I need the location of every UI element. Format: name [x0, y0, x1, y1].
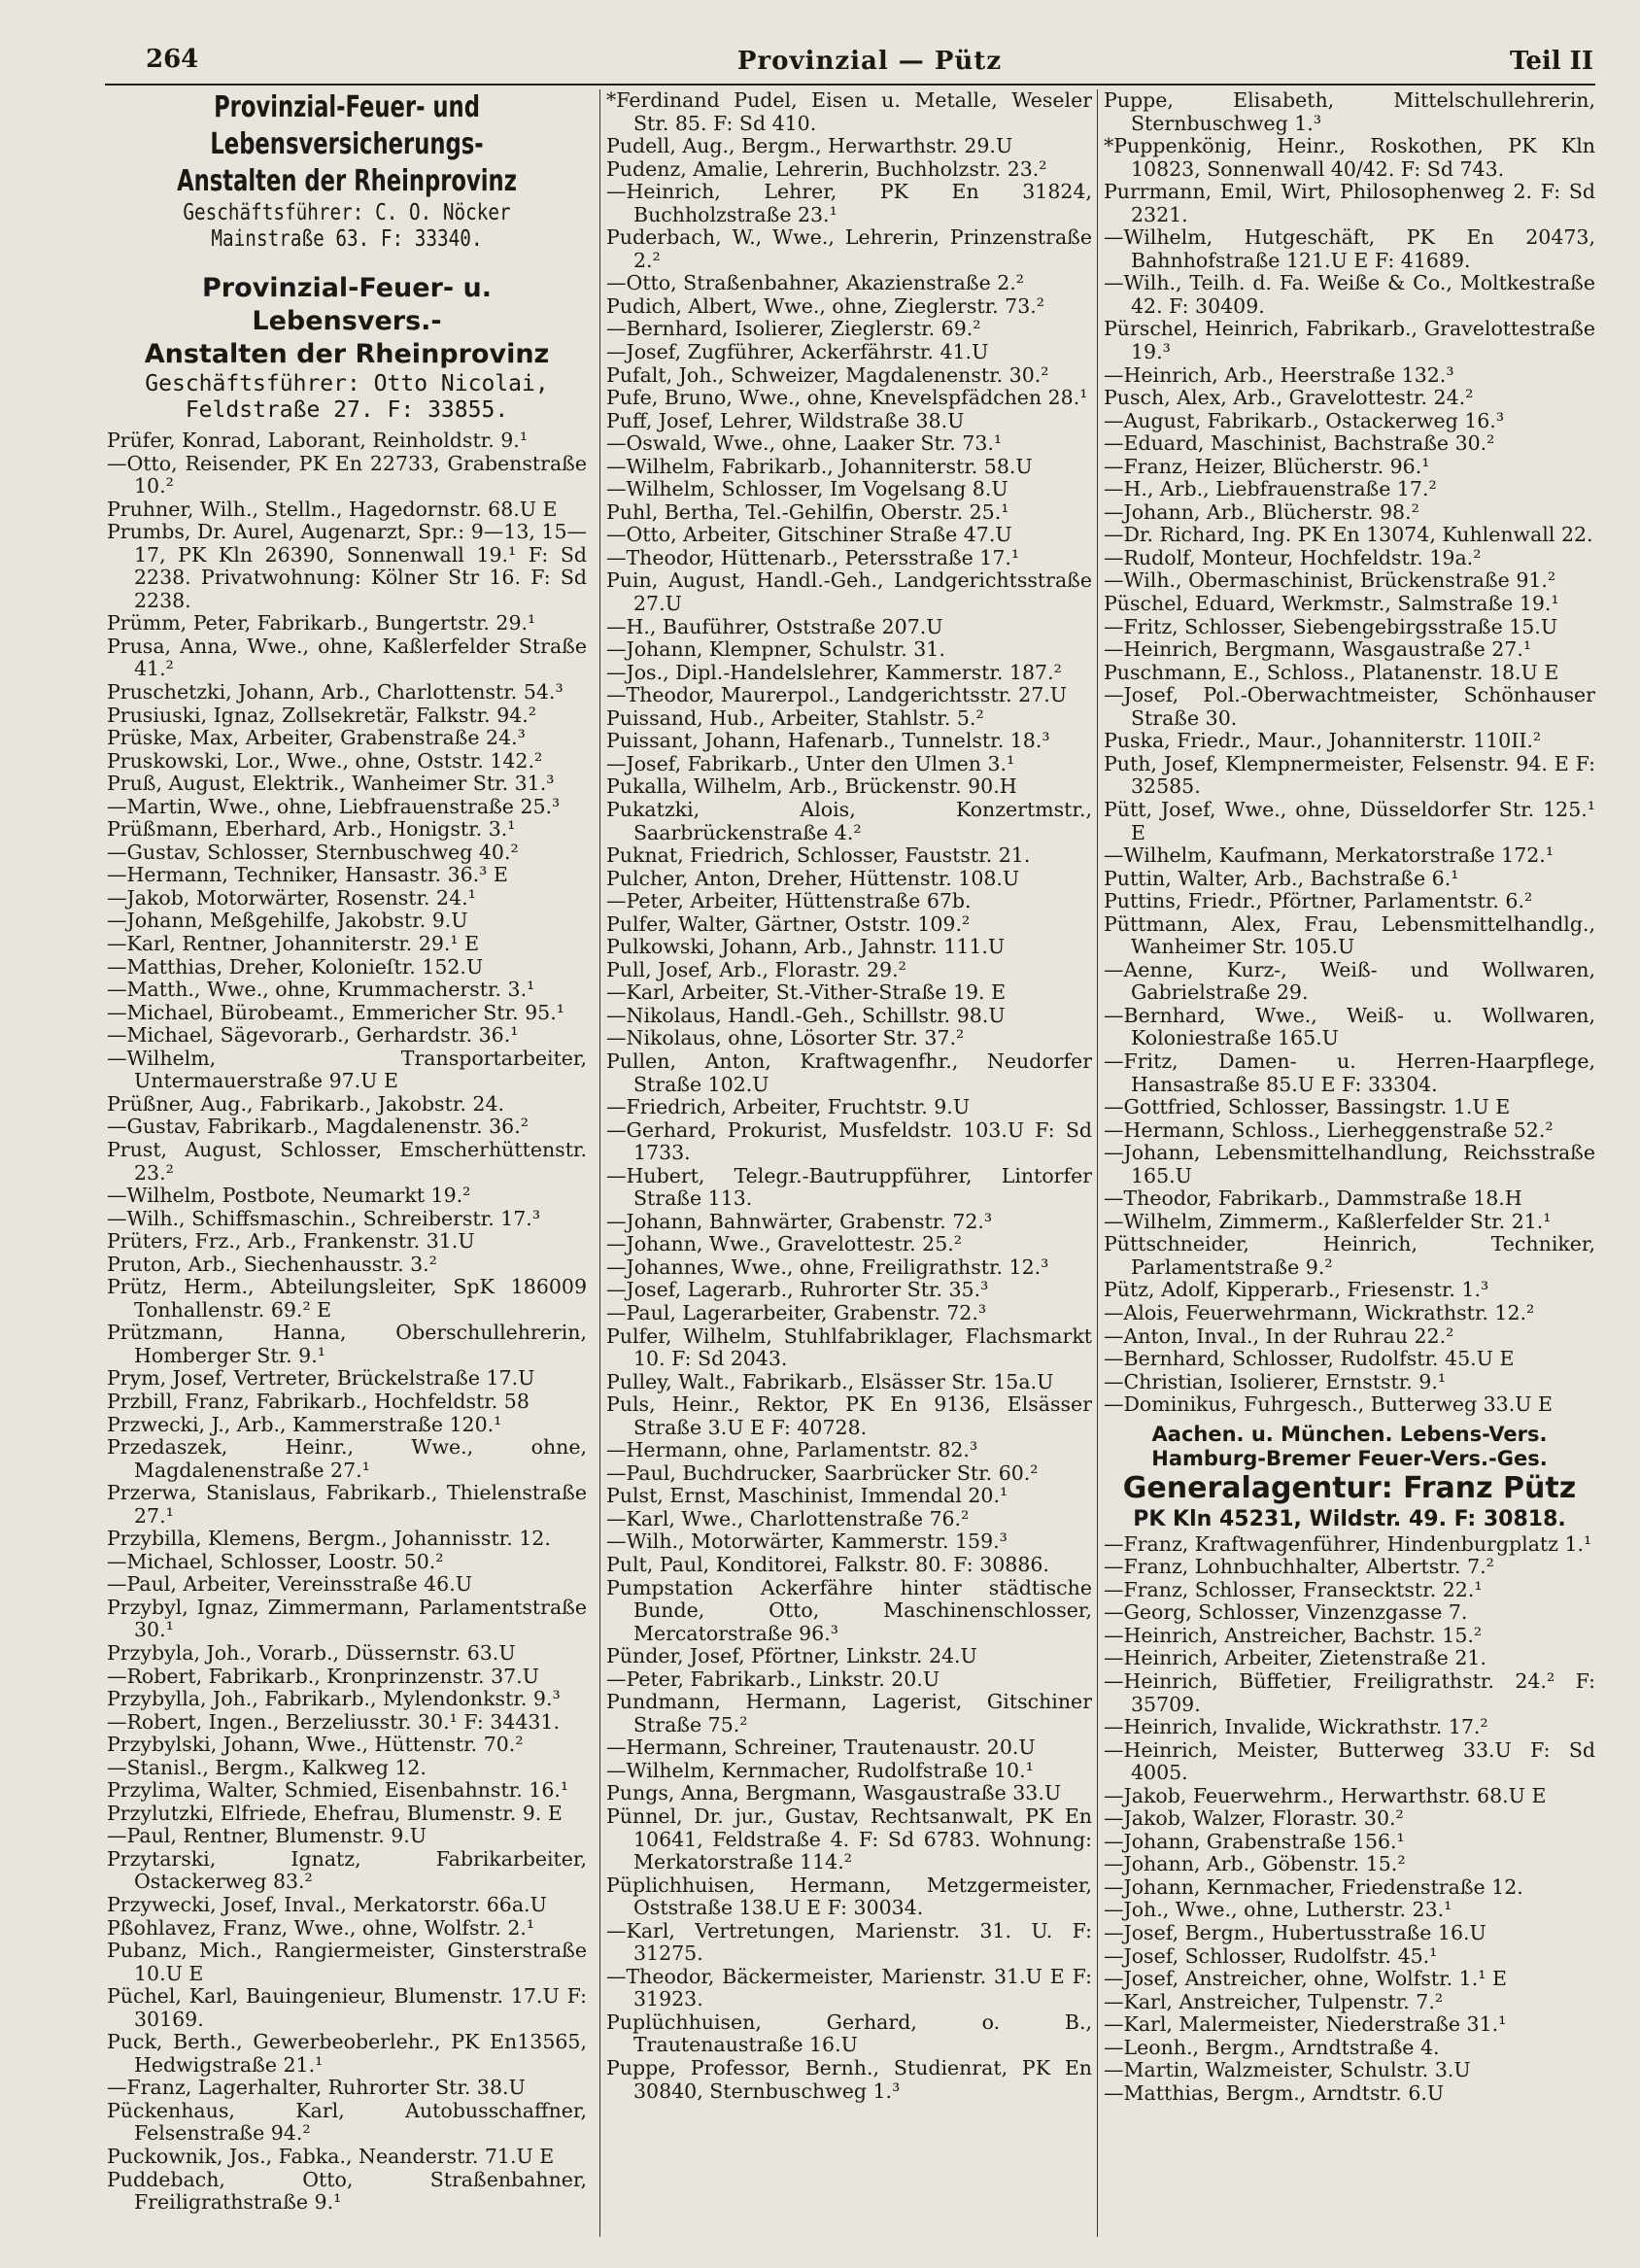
directory-entry: —Jakob, Walzer, Florastr. 30.²	[1104, 1806, 1404, 1831]
directory-entry: Pungs, Anna, Bergmann, Wasgaustraße 33.U	[606, 1781, 1062, 1805]
directory-entry: Przerwa, Stanislaus, Fabrikarb., Thielenstraße 27.¹	[107, 1481, 587, 1528]
directory-entry: Przylima, Walter, Schmied, Eisenbahnstr. 16.¹	[107, 1778, 569, 1803]
directory-entry: —Rudolf, Monteur, Hochfeldstr. 19a.²	[1104, 545, 1482, 569]
directory-entry: Pufe, Bruno, Wwe., ohne, Knevelspfädchen 28.¹	[606, 386, 1088, 410]
running-title: Provinzial — Pütz	[736, 47, 1003, 76]
directory-entry: —Wilhelm, Zimmerm., Kaßlerfelder Str. 21.¹	[1104, 1209, 1552, 1233]
directory-entry: Puska, Friedr., Maur., Johanniterstr. 110II.²	[1104, 729, 1542, 753]
directory-entry: —Hermann, ohne, Parlamentstr. 82.³	[606, 1438, 978, 1462]
directory-entry: Prumbs, Dr. Aurel, Augenarzt, Spr.: 9—13, 15—17, PK Kln 26390, Sonnenwall 19.¹ F: Sd 2238. Privatwohnung: Kölner Str 16. F: Sd 2238.	[107, 520, 587, 612]
directory-entry: —Matth., Wwe., ohne, Krummacherstr. 3.¹	[107, 978, 535, 1002]
directory-entry: Przedaszek, Heinr., Wwe., ohne, Magdalenenstraße 27.¹	[107, 1435, 587, 1482]
directory-entry: Przybyl, Ignaz, Zimmermann, Parlamentstraße 30.¹	[107, 1595, 587, 1642]
directory-entry: —Franz, Schlosser, Fransecktstr. 22.¹	[1104, 1577, 1483, 1601]
entry-list	[107, 430, 587, 2215]
directory-entry: —Johann, Bahnwärter, Grabenstr. 72.³	[606, 1209, 993, 1233]
directory-entry: —Josef, Pol.-Oberwachtmeister, Schönhauser Straße 30.	[1104, 683, 1595, 730]
column-divider	[599, 89, 600, 2237]
insurance-ad-1: Provinzial-Feuer- und Lebensversicherungs- Anstalten der Rheinprovinz Geschäftsführer: C. O. Nöcker Mainstraße 63. F: 33340.	[177, 90, 517, 252]
directory-entry: Puth, Josef, Klempnermeister, Felsenstr. 94. E F: 32585.	[1104, 751, 1595, 799]
directory-entry: —Friedrich, Arbeiter, Fruchtstr. 9.U	[606, 1095, 971, 1119]
directory-entry: —Aenne, Kurz-, Weiß- und Wollwaren, Gabrielstraße 29.	[1104, 957, 1595, 1005]
column-2	[606, 89, 1092, 2256]
directory-entry: —Josef, Bergm., Hubertusstraße 16.U	[1104, 1921, 1486, 1945]
page-number: 264	[146, 45, 199, 74]
directory-entry: Pulley, Walt., Fabrikarb., Elsässer Str. 15a.U	[606, 1369, 1054, 1393]
directory-entry: Przytarski, Ignatz, Fabrikarbeiter, Ostackerweg 83.²	[107, 1846, 587, 1894]
directory-entry: Przybilla, Klemens, Bergm., Johannisstr. 12.	[107, 1527, 551, 1551]
directory-entry: —Theodor, Maurerpol., Landgerichtsstr. 27.U	[606, 683, 1068, 707]
directory-entry: —Peter, Fabrikarb., Linkstr. 20.U	[606, 1667, 940, 1691]
directory-entry: —Johann, Arb., Blücherstr. 98.²	[1104, 499, 1419, 524]
directory-entry: —Johann, Arb., Göbenstr. 15.²	[1104, 1852, 1406, 1876]
directory-entry: —Martin, Wwe., ohne, Liebfrauenstraße 25.³	[107, 794, 561, 818]
directory-entry: Puttins, Friedr., Pförtner, Parlamentstr. 6.²	[1104, 889, 1533, 913]
directory-entry: Puschmann, E., Schloss., Platanenstr. 18.U E	[1104, 660, 1559, 684]
directory-entry: Przwecki, J., Arb., Kammerstraße 120.¹	[107, 1412, 502, 1436]
directory-entry: —Gustav, Schlosser, Sternbuschweg 40.²	[107, 840, 519, 864]
directory-entry: —H., Bauführer, Oststraße 207.U	[606, 614, 943, 638]
directory-entry: —Hermann, Techniker, Hansastr. 36.³ E	[107, 863, 508, 887]
directory-entry: —Fritz, Damen- u. Herren-Haarpflege, Hansastraße 85.U E F: 33304.	[1104, 1048, 1595, 1096]
directory-entry: —Paul, Rentner, Blumenstr. 9.U	[107, 1824, 427, 1848]
directory-entry: —Karl, Malermeister, Niederstraße 31.¹	[1104, 2012, 1507, 2037]
directory-entry: *Puppenkönig, Heinr., Roskothen, PK Kln 10823, Sonnenwall 40/42. F: Sd 743.	[1104, 134, 1595, 181]
directory-entry: Prüters, Frz., Arb., Frankenstr. 31.U	[107, 1229, 475, 1254]
directory-entry: —Stanisl., Bergm., Kalkweg 12.	[107, 1755, 427, 1779]
directory-entry: —Bernhard, Wwe., Weiß- u. Wollwaren, Koloniestraße 165.U	[1104, 1003, 1595, 1050]
directory-entry: —Matthias, Dreher, Kolonieſtr. 152.U	[107, 954, 484, 979]
directory-entry: Puls, Heinr., Rektor, PK En 9136, Elsässer Straße 3.U E F: 40728.	[606, 1392, 1092, 1439]
directory-entry: —Fritz, Schlosser, Siebengebirgsstraße 15.U	[1104, 614, 1558, 638]
directory-entry: —Paul, Buchdrucker, Saarbrücker Str. 60.²	[606, 1460, 1039, 1485]
entry-list	[606, 89, 1092, 2103]
directory-entry: Prüßmann, Eberhard, Arb., Honigstr. 3.¹	[107, 817, 516, 842]
directory-entry: Puplüchhuisen, Gerhard, o. B., Trautenaustraße 16.U	[606, 2010, 1092, 2057]
directory-entry: Püttmann, Alex, Frau, Lebensmittelhandlg., Wanheimer Str. 105.U	[1104, 911, 1595, 959]
directory-entry: Püplichhuisen, Hermann, Metzgermeister, Oststraße 138.U E F: 30034.	[606, 1873, 1092, 1920]
directory-entry: Pruß, August, Elektrik., Wanheimer Str. 31.³	[107, 772, 555, 796]
directory-entry: —Michael, Bürobeamt., Emmericher Str. 95.¹	[107, 1000, 564, 1024]
directory-entry: Przybylski, Johann, Wwe., Hüttenstr. 70.²	[107, 1733, 524, 1757]
directory-entry: —Georg, Schlosser, Vinzenzgasse 7.	[1104, 1600, 1468, 1625]
directory-entry: Pulfer, Wilhelm, Stuhlfabriklager, Flachsmarkt 10. F: Sd 2043.	[606, 1323, 1092, 1371]
directory-entry: —Jakob, Motorwärter, Rosenstr. 24.¹	[107, 885, 476, 910]
directory-entry: Puissand, Hub., Arbeiter, Stahlstr. 5.²	[606, 705, 984, 730]
directory-entry: —Martin, Walzmeister, Schulstr. 3.U	[1104, 2058, 1471, 2082]
directory-entry: —Wilh., Motorwärter, Kammerstr. 159.³	[606, 1529, 1008, 1554]
directory-entry: Prüske, Max, Arbeiter, Grabenstraße 24.³	[107, 726, 526, 750]
directory-entry: —Josef, Zugführer, Ackerfährstr. 41.U	[606, 340, 989, 364]
directory-entry: —Heinrich, Arbeiter, Zietenstraße 21.	[1104, 1646, 1486, 1670]
directory-entry: —Heinrich, Invalide, Wickrathstr. 17.²	[1104, 1715, 1488, 1739]
directory-entry: —Eduard, Maschinist, Bachstraße 30.²	[1104, 431, 1495, 456]
directory-entry: Pruton, Arb., Siechenhausstr. 3.²	[107, 1252, 437, 1276]
directory-entry: —Heinrich, Anstreicher, Bachstr. 15.²	[1104, 1623, 1483, 1647]
directory-entry: Pünder, Josef, Pförtner, Linkstr. 24.U	[606, 1644, 977, 1668]
directory-entry: Pßohlavez, Franz, Wwe., ohne, Wolfstr. 2.¹	[107, 1915, 535, 1940]
directory-entry: —Wilh., Teilh. d. Fa. Weiße & Co., Moltkestraße 42. F: 30409.	[1104, 271, 1595, 318]
directory-entry: Pruschetzki, Johann, Arb., Charlottenstr. 54.³	[107, 680, 564, 704]
entry-list	[1104, 1533, 1595, 2106]
directory-entry: —Gottfried, Schlosser, Bassingstr. 1.U E	[1104, 1095, 1511, 1119]
directory-entry: —Wilh., Obermaschinist, Brückenstraße 91.²	[1104, 568, 1556, 593]
directory-entry: Pullen, Anton, Kraftwagenfhr., Neudorfer Straße 102.U	[606, 1048, 1092, 1096]
directory-entry: Puckownik, Jos., Fabka., Neanderstr. 71.U E	[107, 2145, 555, 2169]
directory-entry: Przbill, Franz, Fabrikarb., Hochfeldstr. 58	[107, 1389, 530, 1413]
directory-entry: —Franz, Lohnbuchhalter, Albertstr. 7.²	[1104, 1555, 1494, 1579]
directory-entry: Pürschel, Heinrich, Fabrikarb., Gravelottestraße 19.³	[1104, 317, 1595, 364]
directory-entry: —Leonh., Bergm., Arndtstraße 4.	[1104, 2035, 1440, 2059]
directory-entry: Purrmann, Emil, Wirt, Philosophenweg 2. F: Sd 2321.	[1104, 180, 1595, 226]
directory-entry: —Johann, Wwe., Gravelottestr. 25.²	[606, 1232, 962, 1256]
directory-entry: —Wilh., Schiffsmaschin., Schreiberstr. 17.³	[107, 1206, 541, 1230]
directory-entry: —Anton, Inval., In der Ruhrau 22.²	[1104, 1323, 1454, 1348]
directory-entry: —Heinrich, Bergmann, Wasgaustraße 27.¹	[1104, 637, 1532, 662]
directory-entry: —Otto, Reisender, PK En 22733, Grabenstraße 10.²	[107, 451, 587, 498]
directory-entry: —Jos., Dipl.-Handelslehrer, Kammerstr. 187.²	[606, 660, 1062, 684]
header-rule	[105, 84, 1595, 86]
directory-entry: Pünnel, Dr. jur., Gustav, Rechtsanwalt, PK En 10641, Feldstraße 4. F: Sd 6783. Wohnung: Merkatorstraße 114.²	[606, 1804, 1092, 1874]
directory-entry: —Wilhelm, Kernmacher, Rudolfstraße 10.¹	[606, 1758, 1034, 1782]
directory-entry: —Wilhelm, Postbote, Neumarkt 19.²	[107, 1184, 471, 1208]
directory-entry: Pult, Paul, Konditorei, Falkstr. 80. F: 30886.	[606, 1553, 1049, 1576]
column-divider	[1097, 89, 1098, 2237]
directory-entry: Puppe, Professor, Bernh., Studienrat, PK En 30840, Sternbuschweg 1.³	[606, 2056, 1092, 2103]
directory-entry: —Wilhelm, Transportarbeiter, Untermauerstraße 97.U E	[107, 1046, 587, 1093]
directory-entry: —Oswald, Wwe., ohne, Laaker Str. 73.¹	[606, 431, 1003, 456]
directory-entry: Prusiuski, Ignaz, Zollsekretär, Falkstr. 94.²	[107, 703, 537, 727]
directory-entry: Prütz, Herm., Abteilungsleiter, SpK 186009 Tonhallenstr. 69.² E	[107, 1275, 587, 1322]
page-header	[146, 43, 1593, 87]
directory-entry: —Bernhard, Isolierer, Zieglerstr. 69.²	[606, 317, 981, 341]
directory-entry: Püschel, Eduard, Werkmstr., Salmstraße 19.¹	[1104, 592, 1559, 616]
directory-entry: —Robert, Ingen., Berzeliusstr. 30.¹ F: 34431.	[107, 1709, 560, 1734]
directory-entry: —Paul, Lagerarbeiter, Grabenstr. 72.³	[606, 1300, 987, 1324]
directory-entry: —Johann, Grabenstraße 156.¹	[1104, 1829, 1405, 1853]
directory-entry: —Karl, Vertretungen, Marienstr. 31. U. F: 31275.	[606, 1918, 1092, 1966]
directory-entry: Pull, Josef, Arb., Florastr. 29.²	[606, 957, 906, 981]
directory-entry: Pütz, Adolf, Kipperarb., Friesenstr. 1.³	[1104, 1278, 1489, 1302]
directory-entry: —Josef, Fabrikarb., Unter den Ulmen 3.¹	[606, 751, 1015, 775]
directory-entry: —Theodor, Fabrikarb., Dammstraße 18.H	[1104, 1186, 1522, 1211]
directory-entry: Puff, Josef, Lehrer, Wildstraße 38.U	[606, 408, 965, 432]
directory-entry: Pulcher, Anton, Dreher, Hüttenstr. 108.U	[606, 866, 1020, 890]
directory-entry: —Wilhelm, Hutgeschäft, PK En 20473, Bahnhofstraße 121.U E F: 41689.	[1104, 225, 1595, 272]
directory-entry: —Christian, Isolierer, Ernststr. 9.¹	[1104, 1369, 1447, 1393]
directory-entry: Pückenhaus, Karl, Autobusschaffner, Felsenstraße 94.²	[107, 2098, 587, 2146]
directory-entry: Prümm, Peter, Fabrikarb., Bungertstr. 29.¹	[107, 611, 536, 636]
agency-ad: Aachen. u. München. Lebens-Vers. Hamburg-Bremer Feuer-Vers.-Ges. Generalagentur: Franz Pütz PK Kln 45231, Wildstr. 49. F: 30818.	[1122, 1422, 1577, 1531]
directory-entry: —Hermann, Schreiner, Trautenaustr. 20.U	[606, 1735, 1036, 1760]
directory-entry: Puppe, Elisabeth, Mittelschullehrerin, Sternbuschweg 1.³	[1104, 89, 1595, 135]
part-label: Teil II	[1509, 47, 1593, 76]
directory-entry: —Franz, Lagerhalter, Ruhrorter Str. 38.U	[107, 2076, 526, 2100]
directory-entry: Puhl, Bertha, Tel.-Gehilfin, Oberstr. 25.¹	[606, 499, 1009, 524]
directory-entry: —Heinrich, Büffetier, Freiligrathstr. 24.² F: 35709.	[1104, 1669, 1595, 1716]
directory-entry: —Karl, Anstreicher, Tulpenstr. 7.²	[1104, 1989, 1444, 2013]
directory-entry: —Karl, Rentner, Johanniterstr. 29.¹ E	[107, 932, 480, 956]
directory-entry: —Franz, Heizer, Blücherstr. 96.¹	[1104, 454, 1430, 478]
directory-entry: —Heinrich, Lehrer, PK En 31824, Buchholzstraße 23.¹	[606, 180, 1092, 226]
directory-entry: Pruhner, Wilh., Stellm., Hagedornstr. 68.U E	[107, 497, 558, 521]
directory-entry: —Matthias, Bergm., Arndtstr. 6.U	[1104, 2080, 1445, 2105]
directory-entry: Puknat, Friedrich, Schlosser, Fauststr. 21.	[606, 843, 1031, 868]
directory-entry: Prym, Josef, Vertreter, Brückelstraße 17.U	[107, 1366, 535, 1391]
directory-entry: —Alois, Feuerwehrmann, Wickrathstr. 12.²	[1104, 1300, 1535, 1324]
directory-entry: —Hubert, Telegr.-Bautruppführer, Lintorfer Straße 113.	[606, 1163, 1092, 1211]
directory-entry: —Gustav, Fabrikarb., Magdalenenstr. 36.²	[107, 1115, 529, 1139]
directory-entry: —Wilhelm, Schlosser, Im Vogelsang 8.U	[606, 477, 1008, 501]
directory-entry: —Johann, Lebensmittelhandlung, Reichsstraße 165.U	[1104, 1141, 1595, 1187]
directory-entry: Püttschneider, Heinrich, Techniker, Parlamentstraße 9.²	[1104, 1232, 1595, 1279]
directory-entry: Przybylla, Joh., Fabrikarb., Mylendonkstr. 9.³	[107, 1687, 561, 1711]
directory-entry: Pruskowski, Lor., Wwe., ohne, Oststr. 142.²	[107, 748, 543, 773]
directory-entry: Prust, August, Schlosser, Emscherhüttenstr. 23.²	[107, 1137, 587, 1185]
directory-entry: —Josef, Schlosser, Rudolfstr. 45.¹	[1104, 1943, 1438, 1968]
directory-entry: —Johann, Kernmacher, Friedenstraße 12.	[1104, 1874, 1523, 1899]
directory-entry: Pubanz, Mich., Rangiermeister, Ginsterstraße 10.U E	[107, 1939, 587, 1985]
directory-entry: —Otto, Straßenbahner, Akazienstraße 2.²	[606, 271, 1024, 295]
directory-entry: Püchel, Karl, Bauingenieur, Blumenstr. 17.U F: 30169.	[107, 1984, 587, 2031]
directory-entry: Prüßner, Aug., Fabrikarb., Jakobstr. 24.	[107, 1091, 504, 1116]
directory-entry: Pulst, Ernst, Maschinist, Immendal 20.¹	[606, 1484, 1008, 1508]
directory-entry: —Peter, Arbeiter, Hüttenstraße 67b.	[606, 889, 972, 913]
directory-entry: Pumpstation Ackerfähre hinter städtische Bunde, Otto, Maschinenschlosser, Mercatorstraße 96.³	[606, 1575, 1092, 1645]
directory-entry: —Josef, Anstreicher, ohne, Wolfstr. 1.¹ E	[1104, 1967, 1507, 1991]
directory-entry: —Otto, Arbeiter, Gitschiner Straße 47.U	[606, 523, 1012, 547]
directory-entry: —Wilhelm, Kaufmann, Merkatorstraße 172.¹	[1104, 843, 1555, 868]
directory-entry: —Nikolaus, ohne, Lösorter Str. 37.²	[606, 1026, 965, 1050]
entry-list	[1104, 89, 1595, 1417]
directory-entry: Pukatzki, Alois, Konzertmstr., Saarbrückenstraße 4.²	[606, 797, 1092, 844]
directory-entry: —Gerhard, Prokurist, Musfeldstr. 103.U F: Sd 1733.	[606, 1117, 1092, 1165]
directory-entry: Pudenz, Amalie, Lehrerin, Buchholzstr. 23.²	[606, 156, 1047, 181]
directory-entry: Pundmann, Hermann, Lagerist, Gitschiner Straße 75.²	[606, 1690, 1092, 1736]
directory-entry: Puin, August, Handl.-Geh., Landgerichtsstraße 27.U	[606, 568, 1092, 616]
directory-entry: Prützmann, Hanna, Oberschullehrerin, Homberger Str. 9.¹	[107, 1321, 587, 1367]
directory-entry: Pudell, Aug., Bergm., Herwarthstr. 29.U	[606, 134, 1013, 158]
directory-entry: —Heinrich, Meister, Butterweg 33.U F: Sd 4005.	[1104, 1737, 1595, 1785]
directory-entry: Pukalla, Wilhelm, Arb., Brückenstr. 90.H	[606, 774, 1017, 799]
directory-entry: Puissant, Johann, Hafenarb., Tunnelstr. 18.³	[606, 729, 1050, 753]
directory-entry: Pütt, Josef, Wwe., ohne, Düsseldorfer Str. 125.¹ E	[1104, 797, 1595, 844]
directory-entry: Pudich, Albert, Wwe., ohne, Zieglerstr. 73.²	[606, 293, 1044, 318]
directory-entry: —Michael, Schlosser, Loostr. 50.²	[107, 1549, 444, 1573]
directory-entry: —Heinrich, Arb., Heerstraße 132.³	[1104, 362, 1454, 387]
directory-entry: Puck, Berth., Gewerbeoberlehr., PK En13565, Hedwigstraße 21.¹	[107, 2030, 587, 2077]
directory-entry: —August, Fabrikarb., Ostackerweg 16.³	[1104, 408, 1505, 432]
directory-entry: —Michael, Sägevorarb., Gerhardstr. 36.¹	[107, 1023, 519, 1048]
directory-entry: Puddebach, Otto, Straßenbahner, Freiligrathstraße 9.¹	[107, 2167, 587, 2215]
directory-entry: Pulfer, Walter, Gärtner, Oststr. 109.²	[606, 911, 971, 936]
directory-entry: —Johann, Klempner, Schulstr. 31.	[606, 637, 945, 662]
directory-entry: —Theodor, Bäckermeister, Marienstr. 31.U E F: 31923.	[606, 1964, 1092, 2011]
directory-entry: Pusch, Alex, Arb., Gravelottestr. 24.²	[1104, 386, 1474, 410]
directory-entry: —Karl, Wwe., Charlottenstraße 76.²	[606, 1506, 970, 1530]
directory-entry: —Franz, Kraftwagenführer, Hindenburgplatz 1.¹	[1104, 1531, 1592, 1556]
directory-entry: —Jakob, Feuerwehrm., Herwarthstr. 68.U E	[1104, 1783, 1547, 1807]
column-3	[1104, 89, 1595, 2256]
directory-entry: —H., Arb., Liebfrauenstraße 17.²	[1104, 477, 1437, 501]
directory-entry: Puttin, Walter, Arb., Bachstraße 6.¹	[1104, 866, 1459, 890]
directory-entry: Przybyla, Joh., Vorarb., Düssernstr. 63.U	[107, 1640, 516, 1665]
directory-entry: —Dr. Richard, Ing. PK En 13074, Kuhlenwall 22.	[1104, 523, 1593, 547]
directory-entry: —Robert, Fabrikarb., Kronprinzenstr. 37.U	[107, 1664, 539, 1688]
directory-entry: —Dominikus, Fuhrgesch., Butterweg 33.U E	[1104, 1392, 1554, 1417]
directory-entry: Prusa, Anna, Wwe., ohne, Kaßlerfelder Straße 41.²	[107, 634, 587, 681]
directory-entry: *Ferdinand Pudel, Eisen u. Metalle, Weseler Str. 85. F: Sd 410.	[606, 89, 1092, 135]
directory-entry: Przylutzki, Elfriede, Ehefrau, Blumenstr. 9. E	[107, 1801, 563, 1825]
directory-entry: —Wilhelm, Fabrikarb., Johanniterstr. 58.U	[606, 454, 1033, 478]
directory-entry: —Theodor, Hüttenarb., Petersstraße 17.¹	[606, 545, 1020, 569]
directory-entry: —Josef, Lagerarb., Ruhrorter Str. 35.³	[606, 1278, 989, 1302]
directory-entry: —Bernhard, Schlosser, Rudolfstr. 45.U E	[1104, 1347, 1515, 1371]
directory-entry: —Karl, Arbeiter, St.-Vither-Straße 19. E	[606, 980, 1007, 1005]
directory-entry: Pufalt, Joh., Schweizer, Magdalenenstr. 30.²	[606, 362, 1049, 387]
directory-entry: Prüfer, Konrad, Laborant, Reinholdstr. 9.¹	[107, 429, 529, 452]
directory-entry: —Hermann, Schloss., Lierheggenstraße 52.²	[1104, 1117, 1554, 1142]
insurance-ad-2: Provinzial-Feuer- u. Lebensvers.- Anstalten der Rheinprovinz Geschäftsführer: Otto Nicolai, Feldstraße 27. F: 33855.	[144, 273, 550, 423]
column-1	[107, 89, 587, 2256]
directory-entry: Pulkowski, Johann, Arb., Jahnstr. 111.U	[606, 935, 1006, 959]
directory-entry: —Nikolaus, Handl.-Geh., Schillstr. 98.U	[606, 1003, 1006, 1027]
directory-entry: —Johannes, Wwe., ohne, Freiligrathstr. 12.³	[606, 1254, 1049, 1279]
directory-entry: —Joh., Wwe., ohne, Lutherstr. 23.¹	[1104, 1898, 1452, 1922]
directory-entry: —Paul, Arbeiter, Vereinsstraße 46.U	[107, 1572, 473, 1597]
directory-entry: Puderbach, W., Wwe., Lehrerin, Prinzenstraße 2.²	[606, 225, 1092, 272]
directory-entry: —Johann, Meßgehilfe, Jakobstr. 9.U	[107, 909, 468, 933]
directory-entry: Przywecki, Josef, Inval., Merkatorstr. 66a.U	[107, 1893, 547, 1916]
